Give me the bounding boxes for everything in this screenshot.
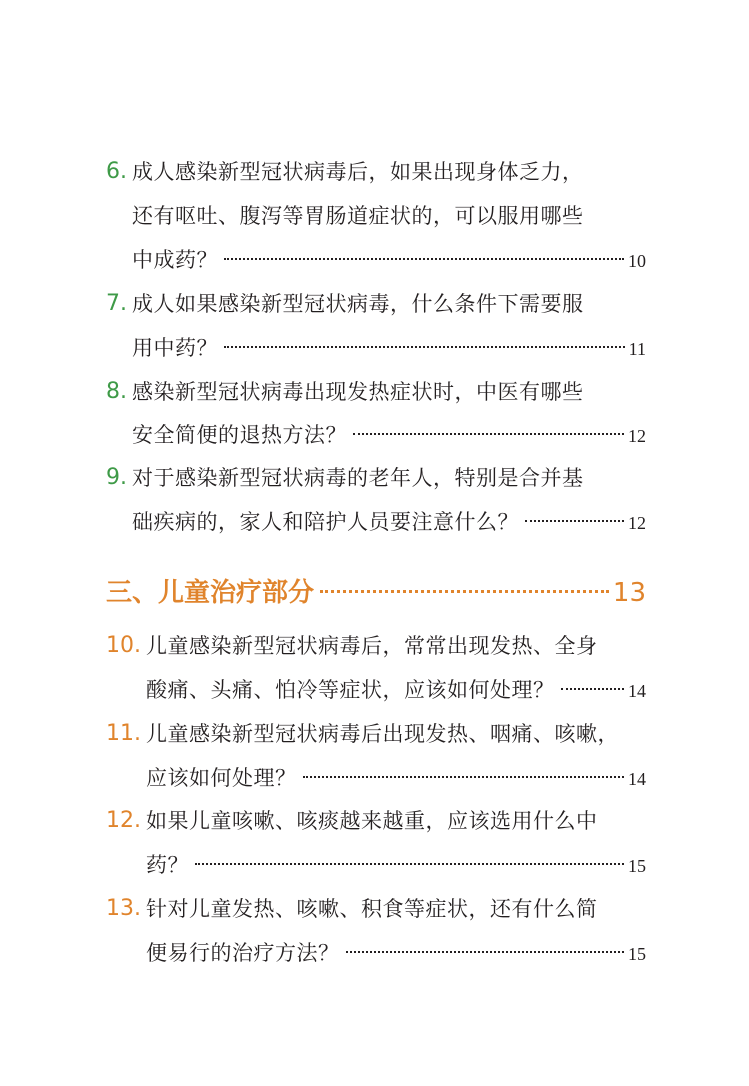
entry-title-line: 针对儿童发热、咳嗽、积食等症状，还有什么简 xyxy=(146,897,598,921)
entry-page-number: 12 xyxy=(628,426,646,446)
entry-title-line: 中成药？ xyxy=(132,248,218,272)
entry-title-line: 酸痛、头痛、怕冷等症状，应该如何处理？ xyxy=(146,678,555,702)
entry-title-line: 用中药？ xyxy=(132,336,218,360)
leader-dots xyxy=(346,951,625,953)
leader-dots xyxy=(303,776,625,778)
entry-title-line: 成人如果感染新型冠状病毒，什么条件下需要服 xyxy=(132,292,584,316)
entry-title-line: 儿童感染新型冠状病毒后，常常出现发热、全身 xyxy=(146,634,598,658)
section-heading-children[interactable] xyxy=(106,575,646,611)
leader-dots xyxy=(320,590,609,593)
leader-dots xyxy=(353,433,624,435)
section-title: 三、儿童治疗部分 xyxy=(106,578,315,608)
entry-number: 11. xyxy=(106,721,141,746)
entry-title-line: 便易行的治疗方法？ xyxy=(146,941,340,965)
entry-page-number: 12 xyxy=(628,513,646,533)
entry-title-line: 还有呕吐、腹泻等胃肠道症状的，可以服用哪些 xyxy=(132,204,584,228)
entry-title-line: 感染新型冠状病毒出现发热症状时，中医有哪些 xyxy=(132,380,584,404)
entry-title-line: 对于感染新型冠状病毒的老年人，特别是合并基 xyxy=(132,466,584,490)
entry-page-number: 14 xyxy=(628,681,646,701)
entry-page-number: 15 xyxy=(628,856,646,876)
entry-page-number: 11 xyxy=(628,339,646,359)
section-page-number: 13 xyxy=(612,578,646,608)
entry-title-line: 药？ xyxy=(146,853,189,877)
entry-leader-row xyxy=(146,850,646,880)
entry-title-line: 应该如何处理？ xyxy=(146,766,297,790)
entry-leader-row xyxy=(146,763,646,793)
entry-leader-row xyxy=(146,675,646,705)
entry-title-line: 成人感染新型冠状病毒后，如果出现身体乏力， xyxy=(132,160,584,184)
entry-title-line: 础疾病的，家人和陪护人员要注意什么？ xyxy=(132,510,519,534)
entry-leader-row xyxy=(146,938,646,968)
leader-dots xyxy=(525,520,624,522)
entry-number: 8. xyxy=(106,379,127,404)
entry-title-line: 如果儿童咳嗽、咳痰越来越重，应该选用什么中 xyxy=(146,809,598,833)
entry-page-number: 14 xyxy=(628,769,646,789)
entry-number: 13. xyxy=(106,896,141,921)
entry-leader-row xyxy=(132,507,646,537)
leader-dots xyxy=(561,688,625,690)
leader-dots xyxy=(224,258,624,260)
entry-number: 7. xyxy=(106,291,127,316)
leader-dots xyxy=(195,863,624,865)
leader-dots xyxy=(224,346,625,348)
entry-page-number: 15 xyxy=(628,944,646,964)
entry-number: 10. xyxy=(106,633,141,658)
entry-leader-row xyxy=(132,333,646,363)
entry-number: 6. xyxy=(106,159,127,184)
entry-leader-row xyxy=(132,420,646,450)
entry-title-line: 安全简便的退热方法？ xyxy=(132,423,347,447)
entry-number: 9. xyxy=(106,465,127,490)
entry-title-line: 儿童感染新型冠状病毒后出现发热、咽痛、咳嗽， xyxy=(146,722,619,746)
entry-page-number: 10 xyxy=(628,251,646,271)
entry-leader-row xyxy=(132,245,646,275)
entry-number: 12. xyxy=(106,808,141,833)
